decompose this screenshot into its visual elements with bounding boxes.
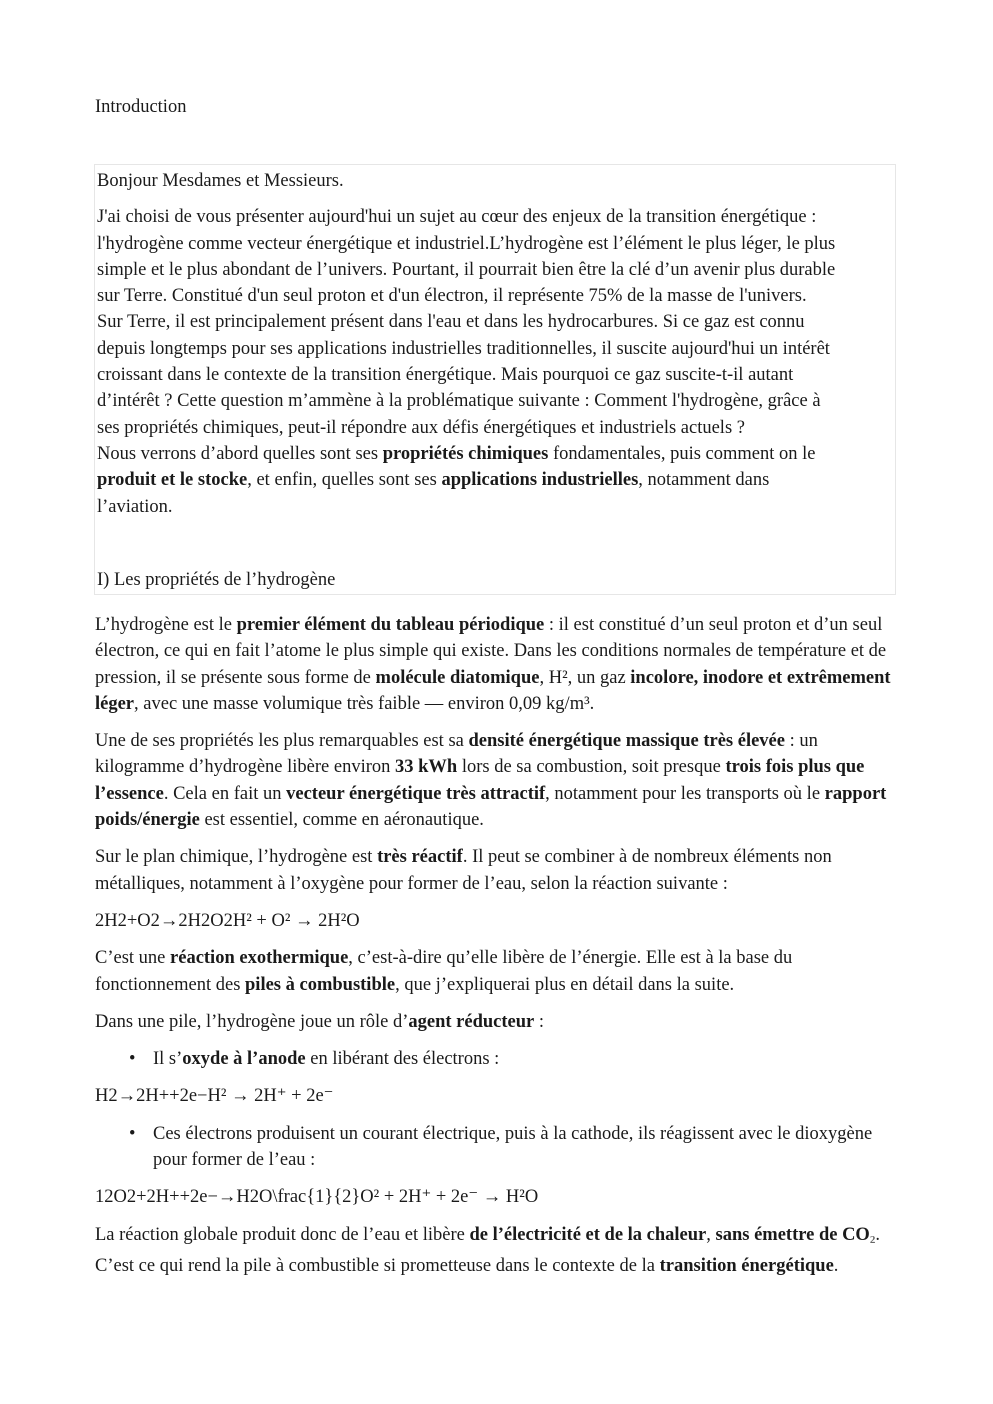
text: L’hydrogène est le (95, 615, 237, 635)
paragraph-exothermic (95, 945, 900, 998)
text: . (833, 1255, 839, 1276)
intro-line: sur Terre. Constitué d'un seul proton et d'un électron, il représente 75% de la masse de l'univers. (97, 286, 807, 307)
plan-bold: produit et le stocke (97, 470, 248, 491)
plan-bold: applications industrielles (441, 470, 639, 491)
intro-line: J'ai choisi de vous présenter aujourd'hui un sujet au cœur des enjeux de la transition énergétique : (97, 207, 817, 228)
text: : (534, 1011, 545, 1032)
bullet-list (95, 1121, 900, 1174)
text: , c’est-à-dire qu’elle libère de l’énergie. Elle est à la base du fonctionnement des (95, 948, 793, 995)
paragraph-global-reaction (95, 1222, 900, 1280)
bold-text: transition énergétique (659, 1255, 834, 1276)
text: Sur le plan chimique, l’hydrogène est (95, 847, 378, 868)
body-text (95, 612, 900, 1290)
equation-combustion: 2H2+O2→2H2O2H² + O² → 2H²O (95, 910, 360, 931)
plan-text: fondamentales, puis comment on le (548, 443, 816, 464)
bold-text: agent réducteur (408, 1011, 535, 1032)
bold-text (716, 1225, 876, 1245)
bullet-list (95, 1046, 900, 1072)
text: La réaction globale produit donc de l’eau et libère (95, 1224, 470, 1245)
text: lors de sa combustion, soit presque (457, 757, 726, 778)
section-title: I) Les propriétés de l’hydrogène (97, 570, 336, 590)
intro-line: depuis longtemps pour ses applications industrielles traditionnelles, il suscite aujourd'hui un intérêt (97, 338, 830, 359)
plan-text: , notamment dans (638, 470, 770, 491)
plan-bold: propriétés chimiques (382, 443, 549, 464)
intro-line: d’intérêt ? Cette question m’ammène à la problématique suivante : Comment l'hydrogène, grâce à (97, 391, 821, 412)
intro-line: l'hydrogène comme vecteur énergétique et industriel.L’hydrogène est l’élément le plus léger, le plus (97, 233, 836, 254)
paragraph-periodic (95, 612, 900, 717)
bold-text: oxyde à l’anode (182, 1049, 306, 1070)
equation-cathode: 12O2+2H++2e−→H2O\frac{1}{2}O² + 2H⁺ + 2e⁻ → H²O (95, 1187, 539, 1208)
text: Il s’ (153, 1049, 183, 1070)
equation-anode: H2→2H++2e−H² → 2H⁺ + 2e⁻ (95, 1086, 334, 1107)
bold-text: réaction exothermique (170, 948, 349, 969)
intro-heading: Introduction (95, 97, 187, 117)
bold-text: très réactif (377, 847, 463, 868)
bold-text: trois fois plus que l’essence (95, 757, 865, 804)
intro-line: Sur Terre, il est principalement présent dans l'eau et dans les hydrocarbures. Si ce gaz est connu (97, 312, 805, 333)
bullet-item-cathode: • Ces électrons produisent un courant électrique, puis à la cathode, ils réagissent avec le dioxygène pour former de l’eau : (153, 1121, 900, 1174)
co2-text: sans émettre de CO (715, 1224, 870, 1245)
text: . Il peut se combiner à de nombreux éléments non métalliques, notamment à l’oxygène pour former de l’eau, selon la réaction suivante : (95, 847, 832, 894)
text: , (706, 1224, 716, 1245)
text: , que j’expliquerai plus en détail dans la suite. (395, 974, 735, 995)
bold-text: rapport poids/énergie (95, 783, 887, 831)
text: C’est une (95, 948, 171, 969)
text: est essentiel, comme en aéronautique. (199, 810, 484, 831)
intro-line: croissant dans le contexte de la transition énergétique. Mais pourquoi ce gaz suscite-t-il autant (97, 365, 794, 386)
bold-text: incolore, inodore et extrêmement léger (95, 667, 891, 714)
intro-box (94, 164, 896, 595)
text: en libérant des électrons : (305, 1049, 500, 1070)
text: , notamment pour les transports où le (545, 783, 825, 804)
co2-subscript: 2 (869, 1233, 876, 1246)
bullet-item-anode (153, 1046, 900, 1072)
bold-text: 33 kWh (395, 757, 458, 778)
text: : un kilogramme d’hydrogène libère environ (95, 731, 818, 778)
plan-text: Nous verrons d’abord quelles sont ses (97, 443, 383, 464)
bold-text: molécule diatomique (375, 667, 540, 688)
bold-text: vecteur énergétique très attractif (286, 783, 546, 804)
bold-text: piles à combustible (245, 974, 396, 995)
text: : il est constitué d’un seul proton et d’un seul électron, ce qui en fait l’atome le plus simple qui existe. Dans les conditions normales de température et de pression, il se présente sous forme de (95, 615, 887, 688)
plan-text: , et enfin, quelles sont ses (247, 470, 442, 491)
intro-paragraph (97, 204, 895, 520)
greeting: Bonjour Mesdames et Messieurs. (97, 171, 344, 191)
text: , H², un gaz (539, 667, 631, 688)
paragraph-reactivity (95, 844, 900, 897)
bold-text: densité énergétique massique très élevée (468, 731, 785, 752)
bold-text: premier élément du tableau périodique (236, 615, 545, 635)
intro-line: ses propriétés chimiques, peut-il répondre aux défis énergétiques et industriels actuels ? (97, 417, 745, 438)
intro-line: simple et le plus abondant de l’univers. Pourtant, il pourrait bien être la clé d’un avenir plus durable (97, 259, 836, 280)
text: . C’est ce qui rend la pile à combustible si prometteuse dans le contexte de la (95, 1224, 880, 1276)
paragraph-energy-density (95, 728, 900, 833)
plan-text: l’aviation. (97, 496, 173, 517)
text: Une de ses propriétés les plus remarquables est sa (95, 731, 469, 752)
paragraph-reducer (95, 1009, 900, 1035)
text: Dans une pile, l’hydrogène joue un rôle d’ (95, 1011, 409, 1032)
text: , avec une masse volumique très faible — environ 0,09 kg/m³. (134, 693, 595, 714)
bold-text: de l’électricité et de la chaleur (469, 1224, 707, 1245)
text: . Cela en fait un (163, 783, 287, 804)
